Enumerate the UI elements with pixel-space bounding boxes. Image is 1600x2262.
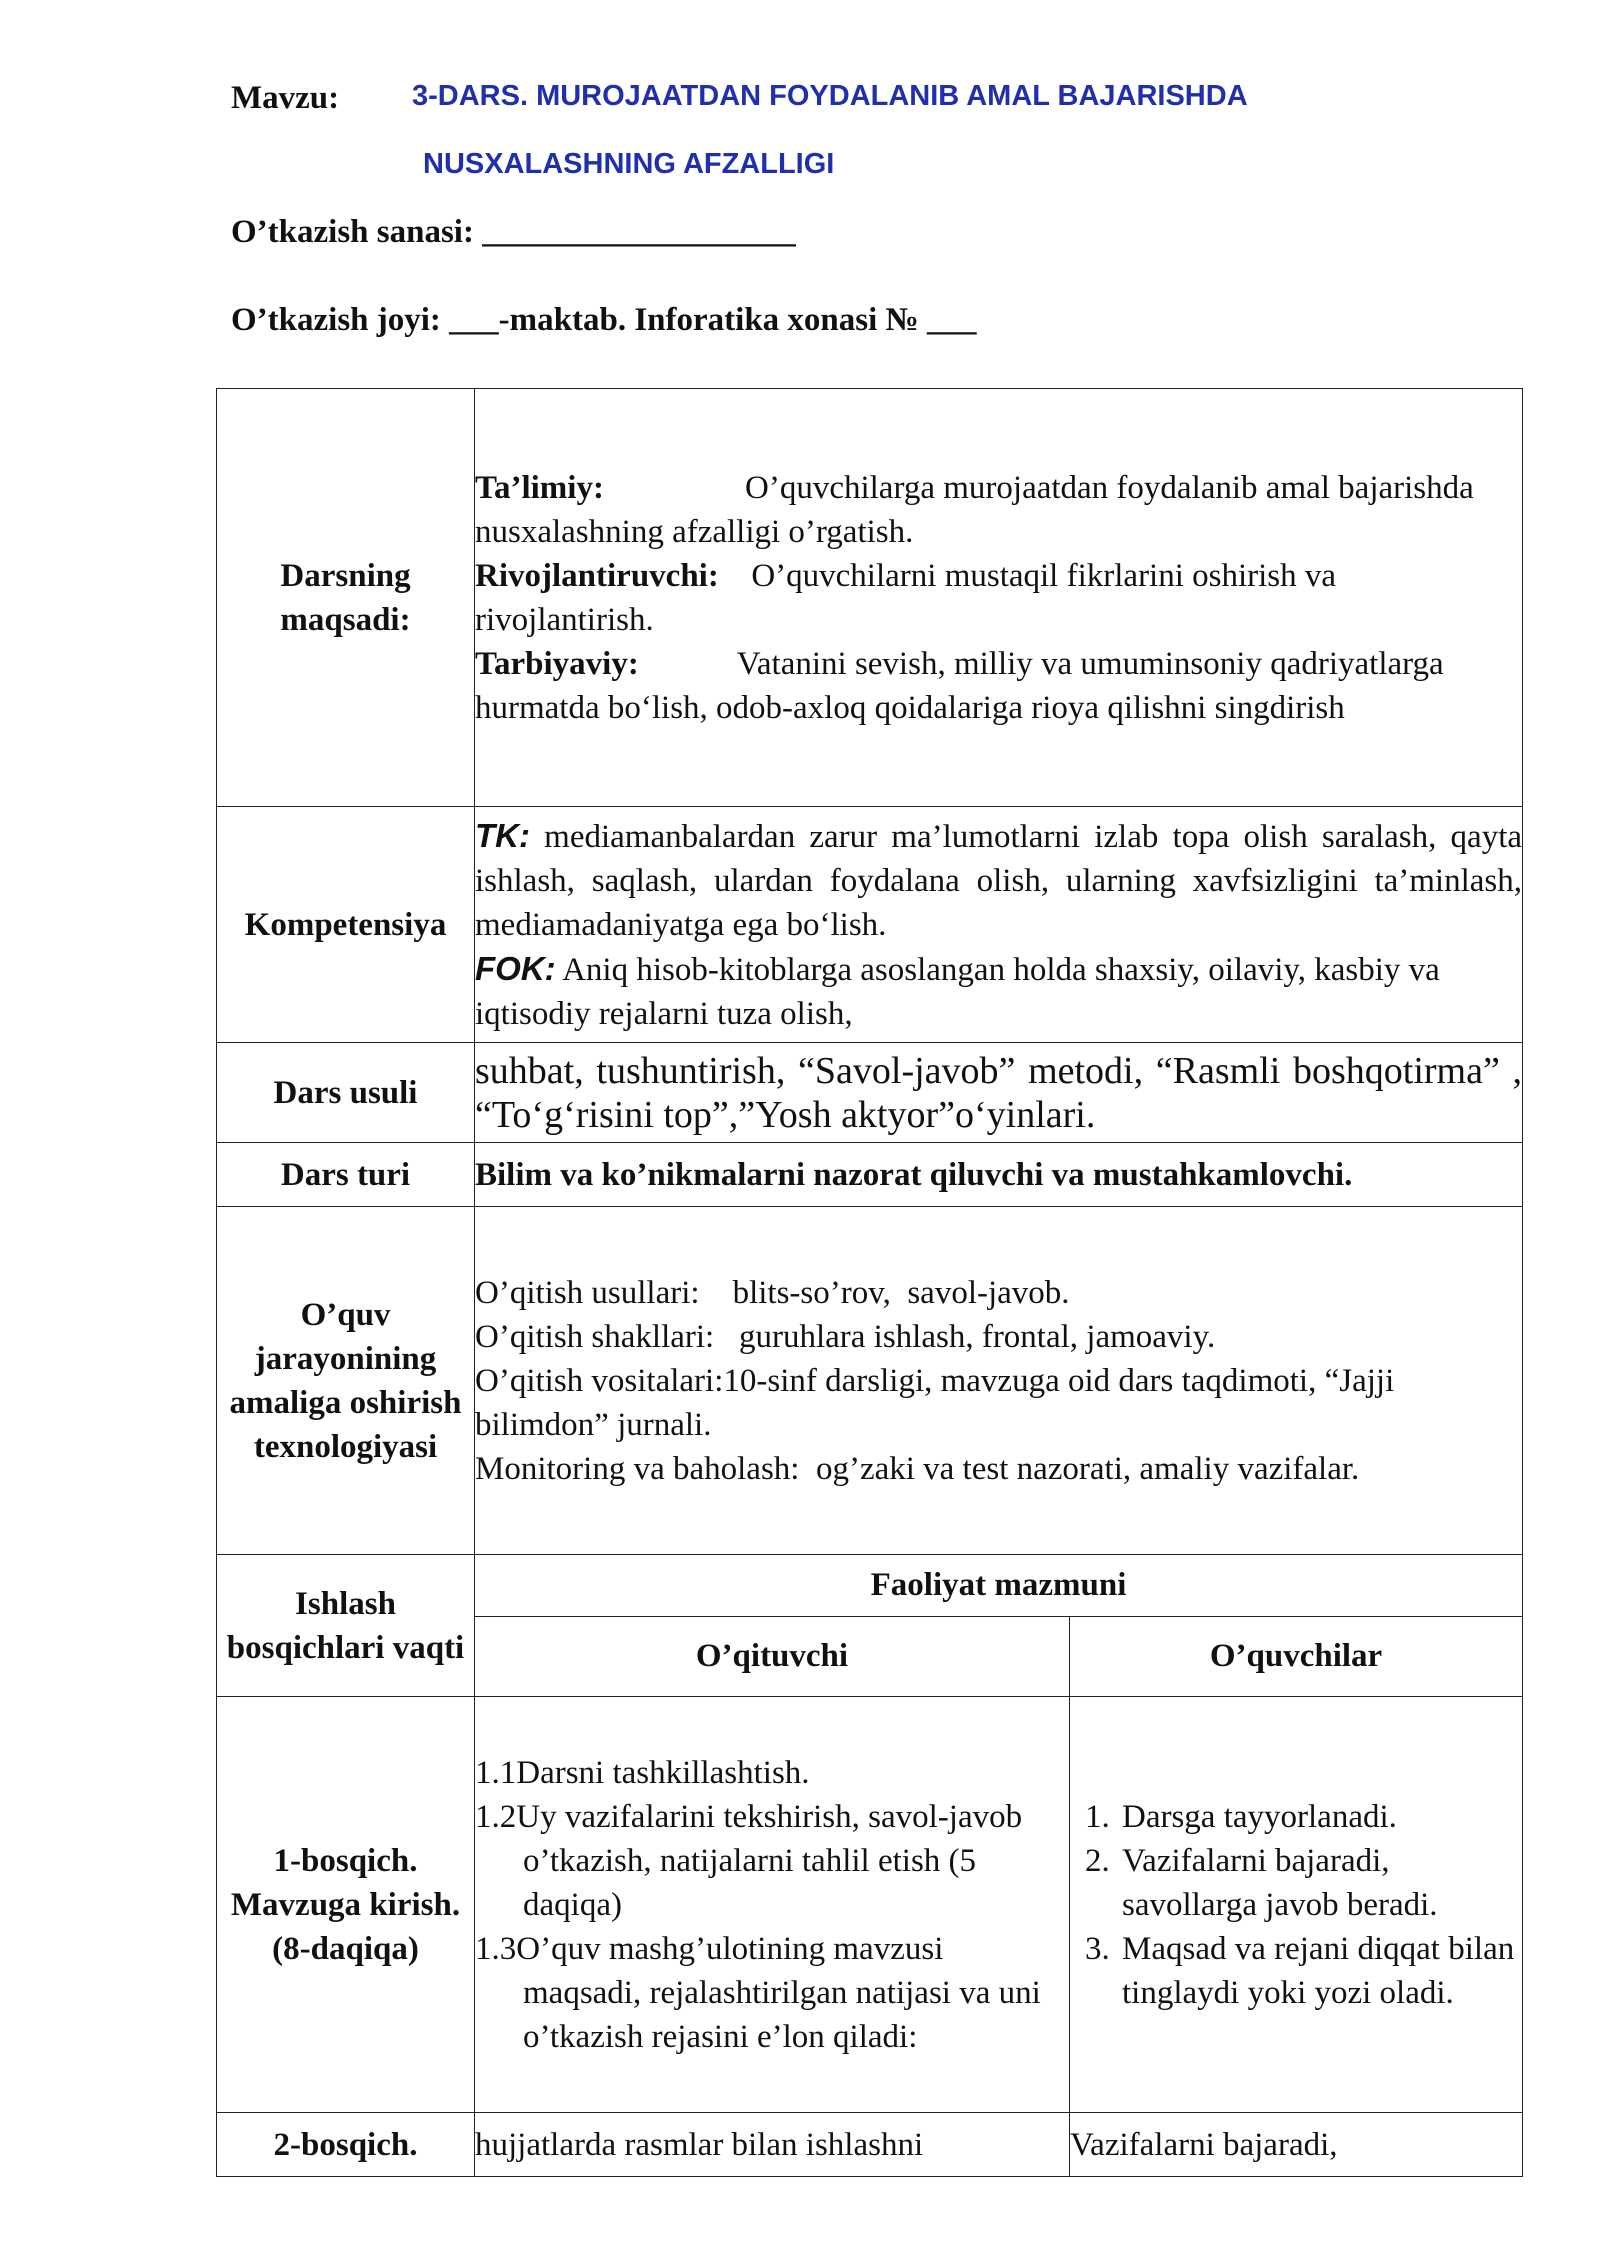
stage1-teacher bbox=[475, 1697, 1070, 2113]
stage1-teacher-item: 1.3O’quv mashg’ulotining mavzusi maqsadi, rejalashtirilgan natijasi va uni o’tkazish rejasini e’lon qiladi: bbox=[475, 1930, 1041, 2055]
tarbiya-label: Tarbiyaviy: bbox=[475, 645, 639, 682]
stage2-label: 2-bosqich. bbox=[217, 2113, 475, 2177]
stage1-students-list bbox=[1070, 1795, 1522, 2015]
students-column-header: O’quvchilar bbox=[1070, 1617, 1523, 1697]
fok-text: Aniq hisob-kitoblarga asoslangan holda shaxsiy, oilaviy, kasbiy va iqtisodiy rejalarni tuza olish, bbox=[475, 951, 1440, 1032]
row-turi-label: Dars turi bbox=[217, 1143, 475, 1207]
texnologiya-line4: Monitoring va baholash: og’zaki va test nazorati, amaliy vazifalar. bbox=[475, 1450, 1360, 1487]
talimiy-text-block bbox=[475, 466, 1522, 554]
row-texnologiya-content bbox=[475, 1207, 1523, 1555]
row-maqsad-label: Darsning maqsadi: bbox=[217, 389, 475, 807]
talimiy-label: Ta’limiy: bbox=[475, 469, 604, 506]
stage2-students: Vazifalarni bajaradi, bbox=[1070, 2113, 1523, 2177]
lesson-date-line: O’tkazish sanasi: ___________________ bbox=[231, 214, 796, 250]
texnologiya-line2: O’qitish shakllari: guruhlara ishlash, frontal, jamoaviy. bbox=[475, 1318, 1216, 1355]
row-kompetensiya bbox=[217, 807, 1523, 1043]
row-stage2 bbox=[217, 2113, 1523, 2177]
mavzu-label: Mavzu: bbox=[231, 80, 340, 116]
stage1-teacher-item: 1.1Darsni tashkillashtish. bbox=[475, 1754, 810, 1791]
list-item: 1. Darsga tayyorlanadi. bbox=[1118, 1795, 1522, 1839]
tk-text: mediamanbalardan zarur ma’lumotlarni izlab topa olish saralash, qayta ishlash, saqlash, ulardan foydalana olish, ularning xavfsizligini ta’minlash, mediamadaniyatga ega bo‘lish. bbox=[475, 818, 1523, 943]
tarbiya-text: Vatanini sevish, milliy va umuminsoniy qadriyatlarga hurmatda bo‘lish, odob-axloq qoidalariga rioya qilishni singdirish bbox=[475, 645, 1444, 726]
fok-line bbox=[475, 947, 1522, 1036]
tarbiya-line bbox=[475, 642, 1522, 730]
fok-label: FOK: bbox=[475, 949, 556, 987]
row-activity-header bbox=[217, 1555, 1523, 1617]
texnologiya-line3: O’qitish vositalari:10-sinf darsligi, mavzuga oid dars taqdimoti, “Jajji bilimdon” jurnali. bbox=[475, 1362, 1395, 1443]
stage2-teacher: hujjatlarda rasmlar bilan ishlashni bbox=[475, 2113, 1070, 2177]
row-usul-label: Dars usuli bbox=[217, 1043, 475, 1143]
talimiy-text: O’quvchilarga murojaatdan foydalanib amal bajarishda nusxalashning afzalligi o’rgatish. bbox=[475, 469, 1474, 550]
row-usul-text: suhbat, tushuntirish, “Savol-javob” metodi, “Rasmli boshqotirma” , “To‘g‘risini top”,”Yosh aktyor”o‘yinlari. bbox=[475, 1043, 1523, 1143]
rivoj-text: O’quvchilarni mustaqil fikrlarini oshirish va rivojlantirish. bbox=[475, 557, 1337, 638]
lesson-title-line1: 3-DARS. MUROJAATDAN FOYDALANIB AMAL BAJARISHDA bbox=[412, 80, 1248, 112]
stage1-students bbox=[1070, 1697, 1523, 2113]
lesson-plan-table bbox=[216, 388, 1523, 2177]
rivoj-label: Rivojlantiruvchi: bbox=[475, 557, 719, 594]
row-maqsad bbox=[217, 389, 1523, 807]
row-texnologiya-label: O’quv jarayonining amaliga oshirish texnologiyasi bbox=[217, 1207, 475, 1555]
lesson-title-line2: NUSXALASHNING AFZALLIGI bbox=[423, 148, 835, 180]
row-usul bbox=[217, 1043, 1523, 1143]
row-stage1 bbox=[217, 1697, 1523, 2113]
activity-mazmun-header: Faoliyat mazmuni bbox=[475, 1555, 1523, 1617]
activity-stage-time-label: Ishlash bosqichlari vaqti bbox=[217, 1555, 475, 1697]
tk-label: TK: bbox=[475, 816, 530, 854]
row-maqsad-content bbox=[475, 389, 1523, 807]
row-texnologiya bbox=[217, 1207, 1523, 1555]
list-item: 2. Vazifalarni bajaradi, savollarga javob beradi. bbox=[1118, 1839, 1522, 1927]
stage1-label: 1-bosqich. Mavzuga kirish. (8-daqiqa) bbox=[217, 1697, 475, 2113]
list-item: 3. Maqsad va rejani diqqat bilan tinglaydi yoki yozi oladi. bbox=[1118, 1927, 1522, 2015]
texnologiya-line1: O’qitish usullari: blits-so’rov, savol-javob. bbox=[475, 1274, 1070, 1311]
row-kompetensiya-content bbox=[475, 807, 1523, 1043]
rivoj-line bbox=[475, 554, 1522, 642]
row-kompetensiya-label: Kompetensiya bbox=[217, 807, 475, 1043]
row-turi bbox=[217, 1143, 1523, 1207]
stage1-teacher-item: 1.2Uy vazifalarini tekshirish, savol-javob o’tkazish, natijalarni tahlil etish (5 daqiqa) bbox=[475, 1798, 1023, 1923]
teacher-column-header: O’qituvchi bbox=[475, 1617, 1070, 1697]
row-turi-text: Bilim va ko’nikmalarni nazorat qiluvchi va mustahkamlovchi. bbox=[475, 1143, 1523, 1207]
lesson-place-line: O’tkazish joyi: ___-maktab. Inforatika xonasi № ___ bbox=[231, 302, 977, 338]
tk-line bbox=[475, 814, 1522, 947]
